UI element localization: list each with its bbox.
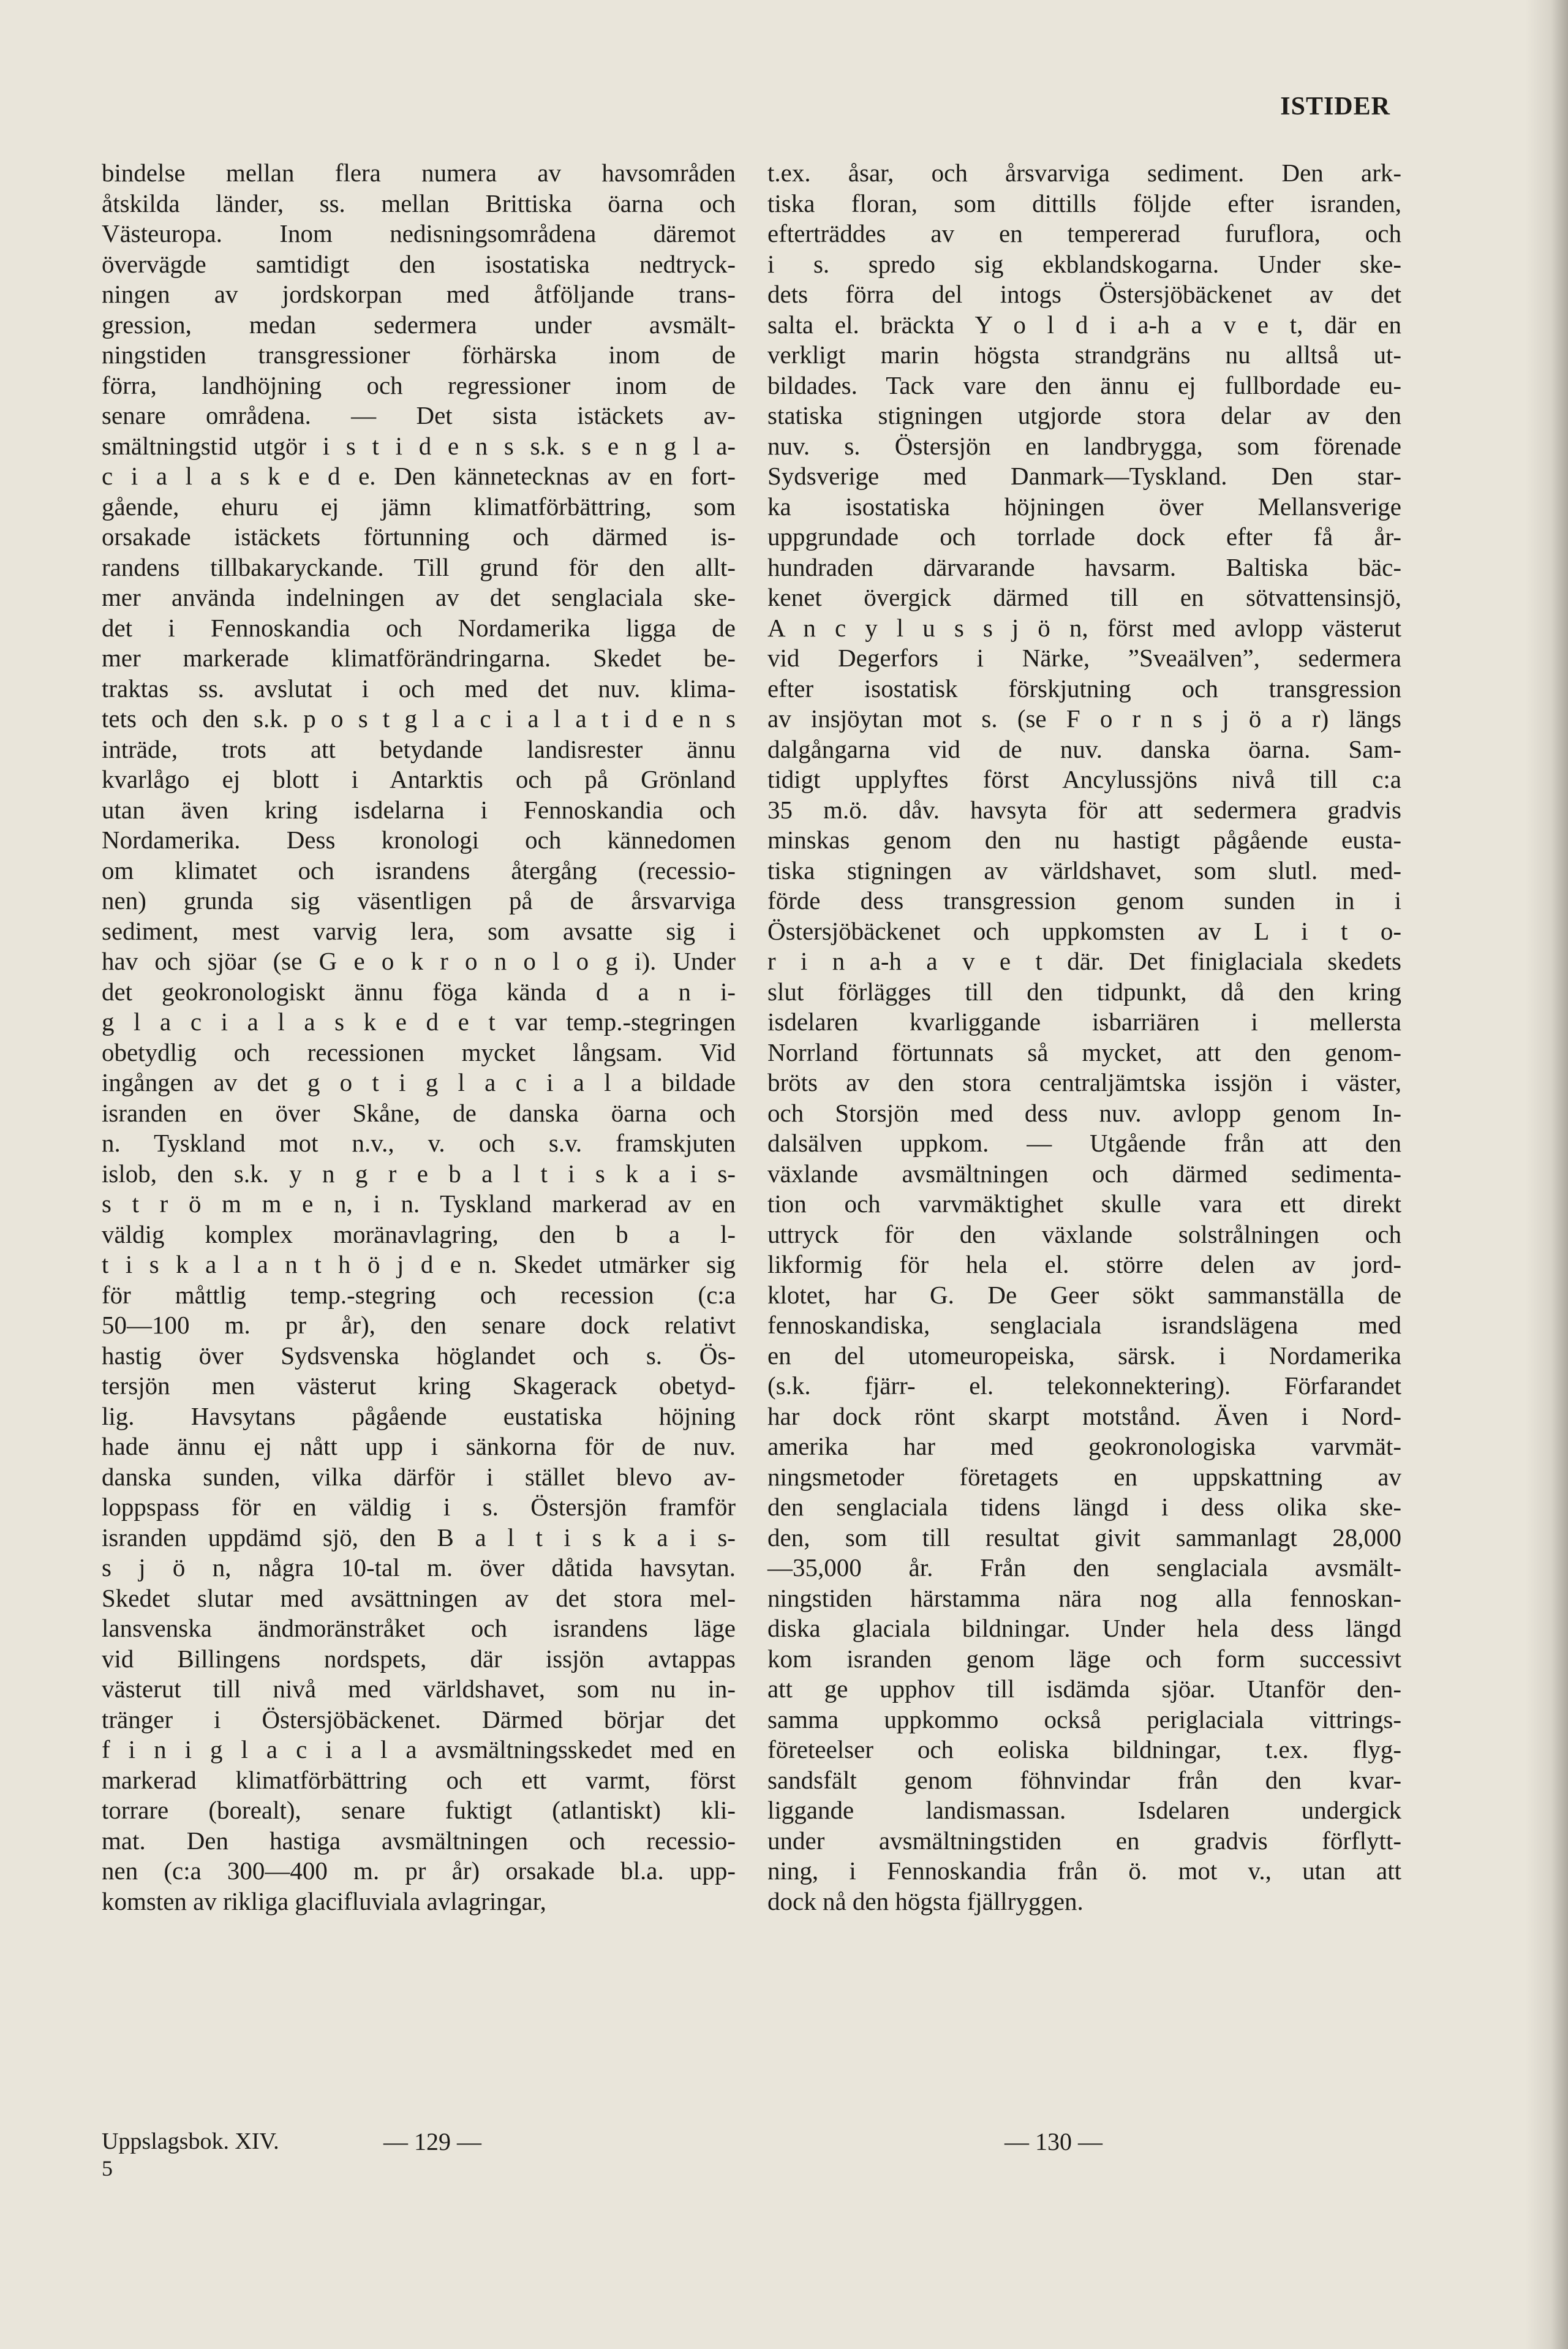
text-line: salta el. bräckta Y o l d i a-h a v e t, där en <box>767 310 1401 339</box>
text-line: isranden uppdämd sjö, den B a l t i s k a i s- <box>102 1523 736 1552</box>
text-line: västerut till nivå med världshavet, som nu in- <box>102 1675 736 1703</box>
text-line: ningstiden härstamma nära nog alla fennoskan- <box>767 1583 1401 1612</box>
page-number-right: — 130 — <box>1005 2128 1102 2155</box>
text-line: c i a l a s k e d e. Den kännetecknas av en fort- <box>102 462 736 490</box>
text-line: orsakade istäckets förtunning och därmed is- <box>102 522 736 551</box>
text-line: minskas genom den nu hastigt pågående eusta- <box>767 826 1401 854</box>
text-line: slut förlägges till den tidpunkt, då den kring <box>767 977 1401 1006</box>
text-line: s t r ö m m e n, i n. Tyskland markerad av en <box>102 1190 736 1218</box>
text-line: obetydlig och recessionen mycket långsam. Vid <box>102 1038 736 1066</box>
text-line: väldig komplex moränavlagring, den b a l- <box>102 1220 736 1248</box>
text-line: hundraden därvarande havsarm. Baltiska bäc- <box>767 552 1401 581</box>
text-line: hastig över Sydsvenska höglandet och s. Ös- <box>102 1341 736 1370</box>
text-line: f i n i g l a c i a l a avsmältningsskedet med en <box>102 1735 736 1763</box>
text-line: ningstiden transgressioner förhärska inom de <box>102 341 736 369</box>
text-line: det i Fennoskandia och Nordamerika ligga de <box>102 613 736 642</box>
text-line: en del utomeuropeiska, särsk. i Nordamerika <box>767 1341 1401 1370</box>
text-line: ka isostatiska höjningen över Mellansverige <box>767 492 1401 521</box>
text-line: isdelaren kvarliggande isbarriären i mellersta <box>767 1008 1401 1036</box>
text-line: nen) grunda sig väsentligen på de årsvarviga <box>102 886 736 914</box>
text-line: likformig för hela el. större delen av jord- <box>767 1250 1401 1278</box>
text-line: sandsfält genom föhnvindar från den kvar- <box>767 1765 1401 1794</box>
text-line: liggande landismassan. Isdelaren undergick <box>767 1796 1401 1824</box>
text-line: förra, landhöjning och regressioner inom de <box>102 371 736 399</box>
text-line: under avsmältningstiden en gradvis förflytt- <box>767 1826 1401 1855</box>
text-line: hade ännu ej nått upp i sänkorna för de nuv. <box>102 1432 736 1460</box>
text-line: utan även kring isdelarna i Fennoskandia och <box>102 795 736 824</box>
text-line: dock nå den högsta fjällryggen. <box>767 1887 1084 1915</box>
text-line: ningsmetoder företagets en uppskattning av <box>767 1462 1401 1491</box>
text-line: att ge upphov till isdämda sjöar. Utanför den- <box>767 1675 1401 1703</box>
text-line: förde dess transgression genom sunden in i <box>767 886 1401 914</box>
text-line: den senglaciala tidens längd i dess olika ske- <box>767 1493 1401 1521</box>
text-line: (s.k. fjärr- el. telekonnektering). Förfarandet <box>767 1371 1401 1400</box>
text-line: bindelse mellan flera numera av havsområden <box>102 159 736 187</box>
text-line: isranden en över Skåne, de danska öarna och <box>102 1098 736 1127</box>
running-head: ISTIDER <box>1280 92 1390 121</box>
text-line: och Storsjön med dess nuv. avlopp genom In- <box>767 1098 1401 1127</box>
text-line: den, som till resultat givit sammanlagt 28,000 <box>767 1523 1401 1552</box>
text-line: ningen av jordskorpan med åtföljande trans- <box>102 280 736 308</box>
text-line: kom isranden genom läge och form successivt <box>767 1644 1401 1673</box>
text-line: loppspass för en väldig i s. Östersjön framför <box>102 1493 736 1521</box>
text-line: tion och varvmäktighet skulle vara ett direkt <box>767 1190 1401 1218</box>
text-line: mer använda indelningen av det senglaciala ske- <box>102 583 736 611</box>
text-line: islob, den s.k. y n g r e b a l t i s k a i s- <box>102 1159 736 1188</box>
text-line: mer markerade klimatförändringarna. Skedet be- <box>102 644 736 672</box>
text-line: komsten av rikliga glacifluviala avlagringar, <box>102 1887 546 1915</box>
text-line: om klimatet och israndens återgång (recessio- <box>102 856 736 884</box>
text-line: klotet, har G. De Geer sökt sammanställa de <box>767 1280 1401 1309</box>
text-line: tiska floran, som dittills följde efter isranden, <box>767 189 1401 217</box>
text-line: det geokronologiskt ännu föga kända d a n i- <box>102 977 736 1006</box>
text-line: av insjöytan mot s. (se F o r n s j ö a r) längs <box>767 704 1401 733</box>
text-line: randens tillbakaryckande. Till grund för den allt- <box>102 552 736 581</box>
text-line: n. Tyskland mot n.v., v. och s.v. framskjuten <box>102 1129 736 1157</box>
text-line: 50—100 m. pr år), den senare dock relativt <box>102 1311 736 1339</box>
text-line: Östersjöbäckenet och uppkomsten av L i t o- <box>767 916 1401 945</box>
text-line: tets och den s.k. p o s t g l a c i a l a t i d e n s <box>102 704 736 733</box>
text-line: Skedet slutar med avsättningen av det stora mel- <box>102 1583 736 1612</box>
text-line: gående, ehuru ej jämn klimatförbättring, som <box>102 492 736 521</box>
text-line: bildades. Tack vare den ännu ej fullbordade eu- <box>767 371 1401 399</box>
text-line: tersjön men västerut kring Skagerack obetyd- <box>102 1371 736 1400</box>
text-line: vid Degerfors i Närke, ”Sveaälven”, sedermera <box>767 644 1401 672</box>
text-line: dets förra del intogs Östersjöbäckenet av det <box>767 280 1401 308</box>
left-column <box>102 158 736 1917</box>
text-line: smältningstid utgör i s t i d e n s s.k. s e n g l a- <box>102 431 736 460</box>
right-column <box>767 158 1401 1917</box>
text-line: växlande avsmältningen och därmed sedimenta- <box>767 1159 1401 1188</box>
text-line: verkligt marin högsta strandgräns nu alltså ut- <box>767 341 1401 369</box>
text-line: t.ex. åsar, och årsvarviga sediment. Den ark- <box>767 159 1401 187</box>
text-line: mat. Den hastiga avsmältningen och recessio- <box>102 1826 736 1855</box>
text-line: —35,000 år. Från den senglaciala avsmält- <box>767 1553 1401 1582</box>
text-line: Norrland förtunnats så mycket, att den genom- <box>767 1038 1401 1066</box>
text-line: kvarlågo ej blott i Antarktis och på Grönland <box>102 765 736 793</box>
text-line: senare områdena. — Det sista istäckets av- <box>102 401 736 429</box>
text-line: Västeuropa. Inom nedisningsområdena däremot <box>102 219 736 247</box>
text-line: A n c y l u s s j ö n, först med avlopp västerut <box>767 613 1401 642</box>
text-line: nuv. s. Östersjön en landbrygga, som förenade <box>767 431 1401 460</box>
footer-book-title: Uppslagsbok. XIV. <box>102 2128 279 2154</box>
text-line: ning, i Fennoskandia från ö. mot v., utan att <box>767 1857 1401 1885</box>
text-line: vid Billingens nordspets, där issjön avtappas <box>102 1644 736 1673</box>
page-edge-shadow <box>1525 0 1568 2349</box>
text-line: har dock rönt skarpt motstånd. Även i Nord- <box>767 1401 1401 1430</box>
text-line: dalgångarna vid de nuv. danska öarna. Sam- <box>767 734 1401 763</box>
text-line: s j ö n, några 10-tal m. över dåtida havsytan. <box>102 1553 736 1582</box>
text-line: tidigt upplyftes först Ancylussjöns nivå till c:a <box>767 765 1401 793</box>
text-line: uppgrundade och torrlade dock efter få år- <box>767 522 1401 551</box>
text-line: diska glaciala bildningar. Under hela dess längd <box>767 1614 1401 1642</box>
text-line: fennoskandiska, senglaciala israndslägena med <box>767 1311 1401 1339</box>
text-line: övervägde samtidigt den isostatiska nedtryck- <box>102 249 736 278</box>
text-line: bröts av den stora centraljämtska issjön i väster, <box>767 1068 1401 1096</box>
text-line: samma uppkommo också periglaciala vittrings- <box>767 1705 1401 1733</box>
text-line: inträde, trots att betydande landisrester ännu <box>102 734 736 763</box>
text-line: torrare (borealt), senare fuktigt (atlantiskt) kli- <box>102 1796 736 1824</box>
page-number-left: — 129 — <box>383 2128 481 2155</box>
text-line: g l a c i a l a s k e d e t var temp.-stegringen <box>102 1008 736 1036</box>
text-line: Nordamerika. Dess kronologi och kännedomen <box>102 826 736 854</box>
text-line: åtskilda länder, ss. mellan Brittiska öarna och <box>102 189 736 217</box>
text-line: nen (c:a 300—400 m. pr år) orsakade bl.a. upp- <box>102 1857 736 1885</box>
text-line: amerika har med geokronologiska varvmät- <box>767 1432 1401 1460</box>
text-line: gression, medan sedermera under avsmält- <box>102 310 736 339</box>
text-line: tiska stigningen av världshavet, som slutl. med- <box>767 856 1401 884</box>
text-line: efter isostatisk förskjutning och transgression <box>767 674 1401 703</box>
text-line: t i s k a l a n t h ö j d e n. Skedet utmärker sig <box>102 1250 736 1278</box>
text-line: kenet övergick därmed till en sötvattensinsjö, <box>767 583 1401 611</box>
footer-signature: 5 <box>102 2156 113 2181</box>
text-line: sediment, mest varvig lera, som avsatte sig i <box>102 916 736 945</box>
text-line: lig. Havsytans pågående eustatiska höjning <box>102 1401 736 1430</box>
text-line: lansvenska ändmoränstråket och israndens läge <box>102 1614 736 1642</box>
text-line: för måttlig temp.-stegring och recession (c:a <box>102 1280 736 1309</box>
text-line: hav och sjöar (se G e o k r o n o l o g i). Under <box>102 947 736 975</box>
text-line: 35 m.ö. dåv. havsyta för att sedermera gradvis <box>767 795 1401 824</box>
text-line: markerad klimatförbättring och ett varmt, först <box>102 1765 736 1794</box>
text-line: r i n a-h a v e t där. Det finiglaciala skedets <box>767 947 1401 975</box>
text-line: efterträddes av en tempererad furuflora, och <box>767 219 1401 247</box>
text-line: tränger i Östersjöbäckenet. Därmed börjar det <box>102 1705 736 1733</box>
text-line: Sydsverige med Danmark—Tyskland. Den star- <box>767 462 1401 490</box>
text-line: uttryck för den växlande solstrålningen och <box>767 1220 1401 1248</box>
text-line: traktas ss. avslutat i och med det nuv. klima- <box>102 674 736 703</box>
text-line: företeelser och eoliska bildningar, t.ex. flyg- <box>767 1735 1401 1763</box>
text-line: danska sunden, vilka därför i stället blevo av- <box>102 1462 736 1491</box>
text-line: ingången av det g o t i g l a c i a l a bildade <box>102 1068 736 1096</box>
text-line: statiska stigningen utgjorde stora delar av den <box>767 401 1401 429</box>
text-line: i s. spredo sig ekblandskogarna. Under ske- <box>767 249 1401 278</box>
text-line: dalsälven uppkom. — Utgående från att den <box>767 1129 1401 1157</box>
